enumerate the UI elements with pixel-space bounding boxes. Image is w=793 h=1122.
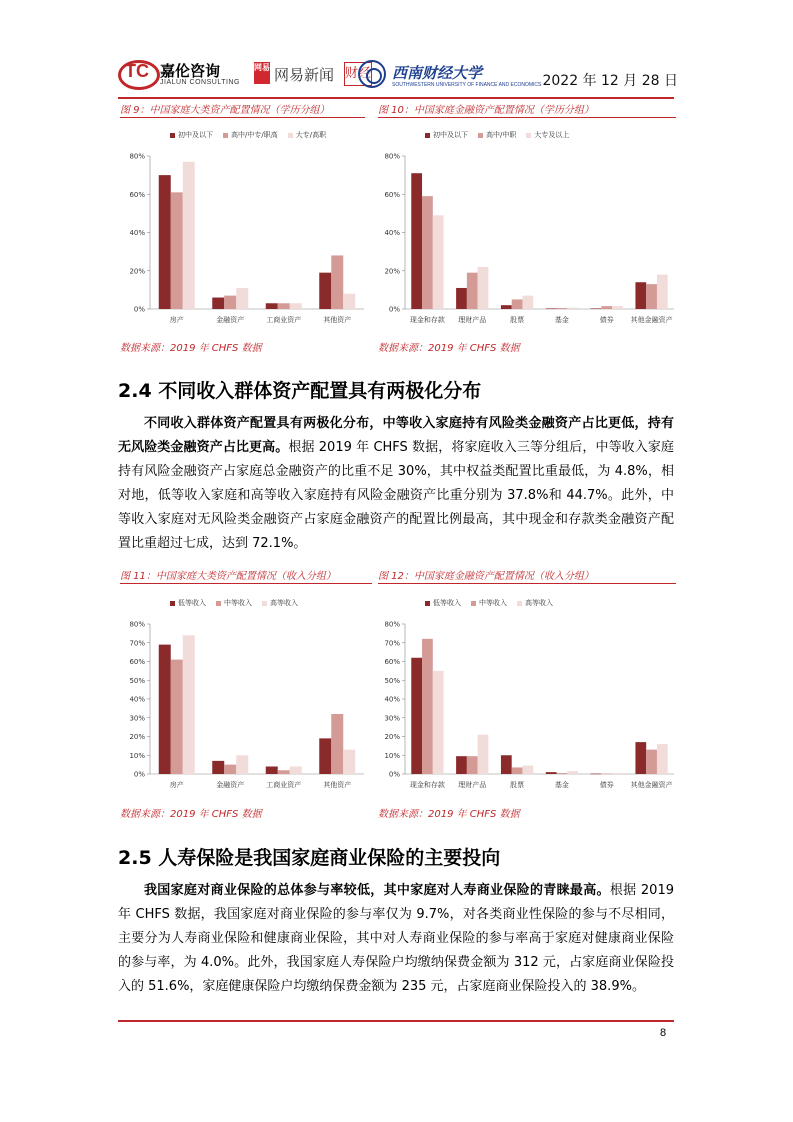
y-tick-label: 30% bbox=[129, 714, 145, 723]
bar bbox=[456, 288, 467, 309]
legend-item bbox=[478, 130, 516, 140]
bar bbox=[601, 306, 612, 309]
y-tick-label: 0% bbox=[133, 770, 145, 779]
x-tick-label: 房产 bbox=[169, 781, 184, 789]
fig11-caption: 图 11：中国家庭大类资产配置情况（收入分组） bbox=[120, 571, 336, 582]
bar bbox=[456, 756, 467, 774]
y-tick-label: 80% bbox=[129, 620, 145, 629]
x-tick-label: 房产 bbox=[169, 316, 184, 324]
jialun-name: 嘉伦咨询 bbox=[160, 62, 221, 80]
legend-label: 中等收入 bbox=[479, 599, 507, 607]
fig10-caption-rule bbox=[378, 117, 676, 118]
bar bbox=[591, 308, 602, 309]
bar bbox=[522, 766, 533, 774]
section-2-5-body: 根据 2019 年 CHFS 数据，我国家庭对商业保险的参与率仅为 9.7%，对各类商业性保险的参与不尽相同，主要分为人寿商业保险和健康商业保险，其中对人寿商业保险的参与率高于家庭对健康商业保险的参与率，为 4.0%。此外，我国家庭人寿保险户均缴纳保费金额为 312 元，占家庭商业保险投入的 51.6%，家庭健康保险户均缴纳保费金额为 235 元，占家庭商业保险投入的 38.9%。 bbox=[118, 883, 674, 994]
section-2-4-lead: 不同收入群体资产配置具有两极化分布，中等收入家庭持有风险类金融资产占比更低，持有无风险类金融资产占比更高。 bbox=[118, 416, 674, 455]
chart-svg bbox=[120, 588, 370, 800]
legend-label: 大专及以上 bbox=[534, 131, 570, 139]
section-2-4-paragraph bbox=[118, 412, 674, 556]
legend-label: 高中/中专/职高 bbox=[231, 131, 278, 139]
bar bbox=[433, 215, 444, 309]
bar bbox=[212, 298, 224, 309]
bar bbox=[635, 282, 646, 309]
section-2-4-body: 根据 2019 年 CHFS 数据，将家庭收入三等分组后，中等收入家庭持有风险金融资产占家庭总金融资产的比重不足 30%，其中权益类配置比重最低，为 4.8%，相对地，低等收入家庭和高等收入家庭持有风险金融资产比重分别为 37.8%和 44.7%。此外，中等收入家庭对无风险类金融资产占家庭金融资产的配置比例最高，其中现金和存款类金融资产配置比重超过七成，达到 72.1%。 bbox=[118, 440, 674, 551]
x-tick-label: 基金 bbox=[554, 781, 569, 789]
legend-swatch bbox=[478, 133, 483, 138]
chart-legend bbox=[170, 598, 298, 608]
x-tick-label: 现金和存款 bbox=[409, 316, 445, 324]
legend-label: 初中及以下 bbox=[178, 131, 213, 139]
y-tick-label: 20% bbox=[384, 733, 400, 741]
y-tick-label: 70% bbox=[129, 639, 145, 648]
bar bbox=[591, 774, 602, 775]
bar bbox=[646, 750, 657, 774]
bar bbox=[159, 645, 171, 774]
y-tick-label: 60% bbox=[384, 658, 400, 666]
bar bbox=[612, 306, 623, 309]
legend-swatch bbox=[170, 133, 175, 138]
legend-item bbox=[425, 130, 468, 140]
y-tick-label: 60% bbox=[384, 190, 400, 199]
legend-item bbox=[526, 130, 569, 140]
legend-label: 高等收入 bbox=[525, 599, 553, 607]
fig9-chart bbox=[120, 120, 370, 335]
swufe-name-en: SOUTHWESTERN UNIVERSITY OF FINANCE AND ECONOMICS bbox=[392, 82, 542, 88]
jialun-name-en: JIALUN CONSULTING bbox=[160, 79, 240, 86]
legend-label: 低等收入 bbox=[178, 599, 206, 607]
bar bbox=[171, 660, 183, 774]
bar bbox=[331, 714, 343, 774]
section-2-5-paragraph bbox=[118, 879, 674, 999]
x-tick-label: 债券 bbox=[599, 781, 614, 789]
y-tick-label: 10% bbox=[129, 751, 145, 760]
y-tick-label: 0% bbox=[133, 305, 145, 314]
legend-label: 低等收入 bbox=[433, 599, 461, 607]
swufe-emblem-icon bbox=[358, 60, 386, 88]
bar bbox=[236, 755, 248, 774]
legend-item bbox=[425, 598, 461, 608]
fig9-caption-rule bbox=[120, 117, 365, 118]
fig12-caption: 图 12：中国家庭金融资产配置情况（收入分组） bbox=[378, 571, 594, 582]
x-tick-label: 其他资产 bbox=[323, 781, 352, 789]
bar bbox=[635, 742, 646, 774]
bar bbox=[290, 303, 302, 309]
y-tick-label: 40% bbox=[384, 695, 400, 704]
fig11-caption-rule bbox=[120, 583, 372, 584]
bar bbox=[657, 275, 668, 309]
bar bbox=[212, 761, 224, 774]
header-divider bbox=[118, 97, 674, 99]
section-2-5-heading: 2.5 人寿保险是我国家庭商业保险的主要投向 bbox=[118, 847, 501, 869]
legend-swatch bbox=[216, 601, 221, 606]
fig10-source: 数据来源：2019 年 CHFS 数据 bbox=[378, 343, 520, 354]
x-tick-label: 理财产品 bbox=[458, 781, 487, 789]
bar bbox=[501, 305, 512, 309]
bar bbox=[422, 196, 433, 309]
bar bbox=[601, 774, 612, 775]
y-tick-label: 50% bbox=[129, 676, 145, 685]
chart-svg bbox=[120, 120, 370, 335]
legend-item bbox=[223, 130, 278, 140]
bar bbox=[657, 744, 668, 774]
bar bbox=[467, 756, 478, 774]
legend-label: 初中及以下 bbox=[433, 131, 468, 139]
legend-item bbox=[170, 130, 213, 140]
fig12-source: 数据来源：2019 年 CHFS 数据 bbox=[378, 809, 520, 820]
bar bbox=[433, 671, 444, 774]
y-tick-label: 70% bbox=[384, 639, 400, 648]
bar bbox=[546, 308, 557, 309]
legend-item bbox=[288, 130, 326, 140]
chart-legend bbox=[425, 598, 553, 608]
x-tick-label: 股票 bbox=[510, 781, 525, 789]
legend-swatch bbox=[223, 133, 228, 138]
fig11-chart bbox=[120, 588, 370, 800]
chart-svg bbox=[375, 588, 680, 800]
legend-swatch bbox=[471, 601, 476, 606]
bar bbox=[411, 658, 422, 774]
jialun-logo-mark: TC bbox=[125, 61, 149, 81]
legend-label: 高中/中职 bbox=[486, 131, 517, 139]
bar bbox=[224, 765, 236, 774]
bar bbox=[319, 738, 331, 774]
bar bbox=[183, 162, 195, 309]
bar bbox=[343, 294, 355, 309]
bar bbox=[512, 767, 523, 774]
legend-item bbox=[471, 598, 507, 608]
section-2-4-heading: 2.4 不同收入群体资产配置具有两极化分布 bbox=[118, 380, 482, 402]
bar bbox=[266, 303, 278, 309]
legend-swatch bbox=[517, 601, 522, 606]
bar bbox=[612, 773, 623, 774]
fig11-source: 数据来源：2019 年 CHFS 数据 bbox=[120, 809, 262, 820]
x-tick-label: 金融资产 bbox=[216, 316, 245, 324]
bar bbox=[159, 175, 171, 309]
x-tick-label: 债券 bbox=[599, 316, 614, 324]
bar bbox=[478, 267, 489, 309]
legend-label: 中等收入 bbox=[224, 599, 252, 607]
legend-swatch bbox=[526, 133, 531, 138]
y-tick-label: 80% bbox=[384, 152, 400, 161]
y-tick-label: 20% bbox=[129, 267, 145, 276]
y-tick-label: 40% bbox=[129, 695, 145, 704]
y-tick-label: 60% bbox=[129, 658, 145, 666]
bar bbox=[331, 255, 343, 309]
page-header bbox=[118, 56, 678, 94]
y-tick-label: 0% bbox=[388, 770, 400, 779]
fig12-caption-rule bbox=[378, 583, 676, 584]
x-tick-label: 其他金融资产 bbox=[630, 316, 673, 324]
netease-section: 财经 bbox=[344, 62, 372, 86]
x-tick-label: 其他资产 bbox=[323, 316, 352, 324]
netease-name: 网易新闻 bbox=[274, 66, 335, 84]
bar bbox=[224, 296, 236, 309]
x-tick-label: 现金和存款 bbox=[409, 781, 445, 789]
legend-swatch bbox=[425, 133, 430, 138]
fig9-source: 数据来源：2019 年 CHFS 数据 bbox=[120, 343, 262, 354]
legend-label: 大专/高职 bbox=[295, 131, 327, 139]
legend-item bbox=[170, 598, 206, 608]
legend-item bbox=[262, 598, 298, 608]
legend-swatch bbox=[262, 601, 267, 606]
fig10-caption: 图 10：中国家庭金融资产配置情况（学历分组） bbox=[378, 105, 594, 116]
bar bbox=[501, 755, 512, 774]
bar bbox=[557, 773, 568, 774]
y-tick-label: 40% bbox=[129, 229, 145, 237]
bar bbox=[278, 303, 290, 309]
legend-label: 高等收入 bbox=[270, 599, 298, 607]
bar bbox=[343, 750, 355, 774]
netease-badge-icon: 网易 bbox=[254, 62, 270, 84]
swufe-name: 西南财经大学 bbox=[392, 64, 483, 82]
chart-legend bbox=[170, 130, 326, 140]
fig10-chart bbox=[375, 120, 680, 335]
bar bbox=[183, 635, 195, 774]
legend-swatch bbox=[425, 601, 430, 606]
y-tick-label: 20% bbox=[384, 267, 400, 276]
bar bbox=[557, 308, 568, 309]
y-tick-label: 0% bbox=[388, 305, 400, 314]
bar bbox=[546, 772, 557, 774]
bar bbox=[478, 735, 489, 774]
bar bbox=[278, 770, 290, 774]
y-tick-label: 40% bbox=[384, 229, 400, 237]
legend-item bbox=[517, 598, 553, 608]
y-tick-label: 60% bbox=[129, 190, 145, 199]
y-tick-label: 50% bbox=[384, 676, 400, 685]
legend-swatch bbox=[288, 133, 293, 138]
bar bbox=[512, 299, 523, 309]
bar bbox=[646, 284, 657, 309]
bar bbox=[266, 767, 278, 775]
x-tick-label: 基金 bbox=[554, 316, 569, 324]
bar bbox=[567, 771, 578, 774]
bar bbox=[411, 173, 422, 309]
fig12-chart bbox=[375, 588, 680, 800]
x-tick-label: 理财产品 bbox=[458, 316, 487, 324]
bar bbox=[467, 273, 478, 309]
fig9-caption: 图 9：中国家庭大类资产配置情况（学历分组） bbox=[120, 105, 330, 116]
bar bbox=[522, 296, 533, 309]
bar bbox=[567, 308, 578, 309]
y-tick-label: 30% bbox=[384, 714, 400, 723]
chart-svg bbox=[375, 120, 680, 335]
y-tick-label: 80% bbox=[129, 152, 145, 161]
footer-divider bbox=[118, 1020, 674, 1022]
x-tick-label: 股票 bbox=[510, 316, 525, 324]
jialun-logo bbox=[118, 56, 246, 92]
y-tick-label: 10% bbox=[384, 751, 400, 760]
bar bbox=[171, 192, 183, 309]
bar bbox=[236, 288, 248, 309]
x-tick-label: 工商业资产 bbox=[266, 781, 302, 789]
legend-swatch bbox=[170, 601, 175, 606]
report-date: 2022 年 12 月 28 日 bbox=[542, 73, 678, 89]
section-2-5-lead: 我国家庭对商业保险的总体参与率较低，其中家庭对人寿商业保险的青睐最高。 bbox=[144, 883, 610, 898]
chart-legend bbox=[425, 130, 569, 140]
y-tick-label: 20% bbox=[129, 733, 145, 741]
bar bbox=[290, 767, 302, 775]
x-tick-label: 工商业资产 bbox=[266, 316, 302, 324]
x-tick-label: 金融资产 bbox=[216, 781, 245, 789]
page-number: 8 bbox=[660, 1027, 667, 1039]
legend-item bbox=[216, 598, 252, 608]
x-tick-label: 其他金融资产 bbox=[630, 781, 673, 789]
bar bbox=[319, 273, 331, 309]
bar bbox=[422, 639, 433, 774]
y-tick-label: 80% bbox=[384, 620, 400, 629]
